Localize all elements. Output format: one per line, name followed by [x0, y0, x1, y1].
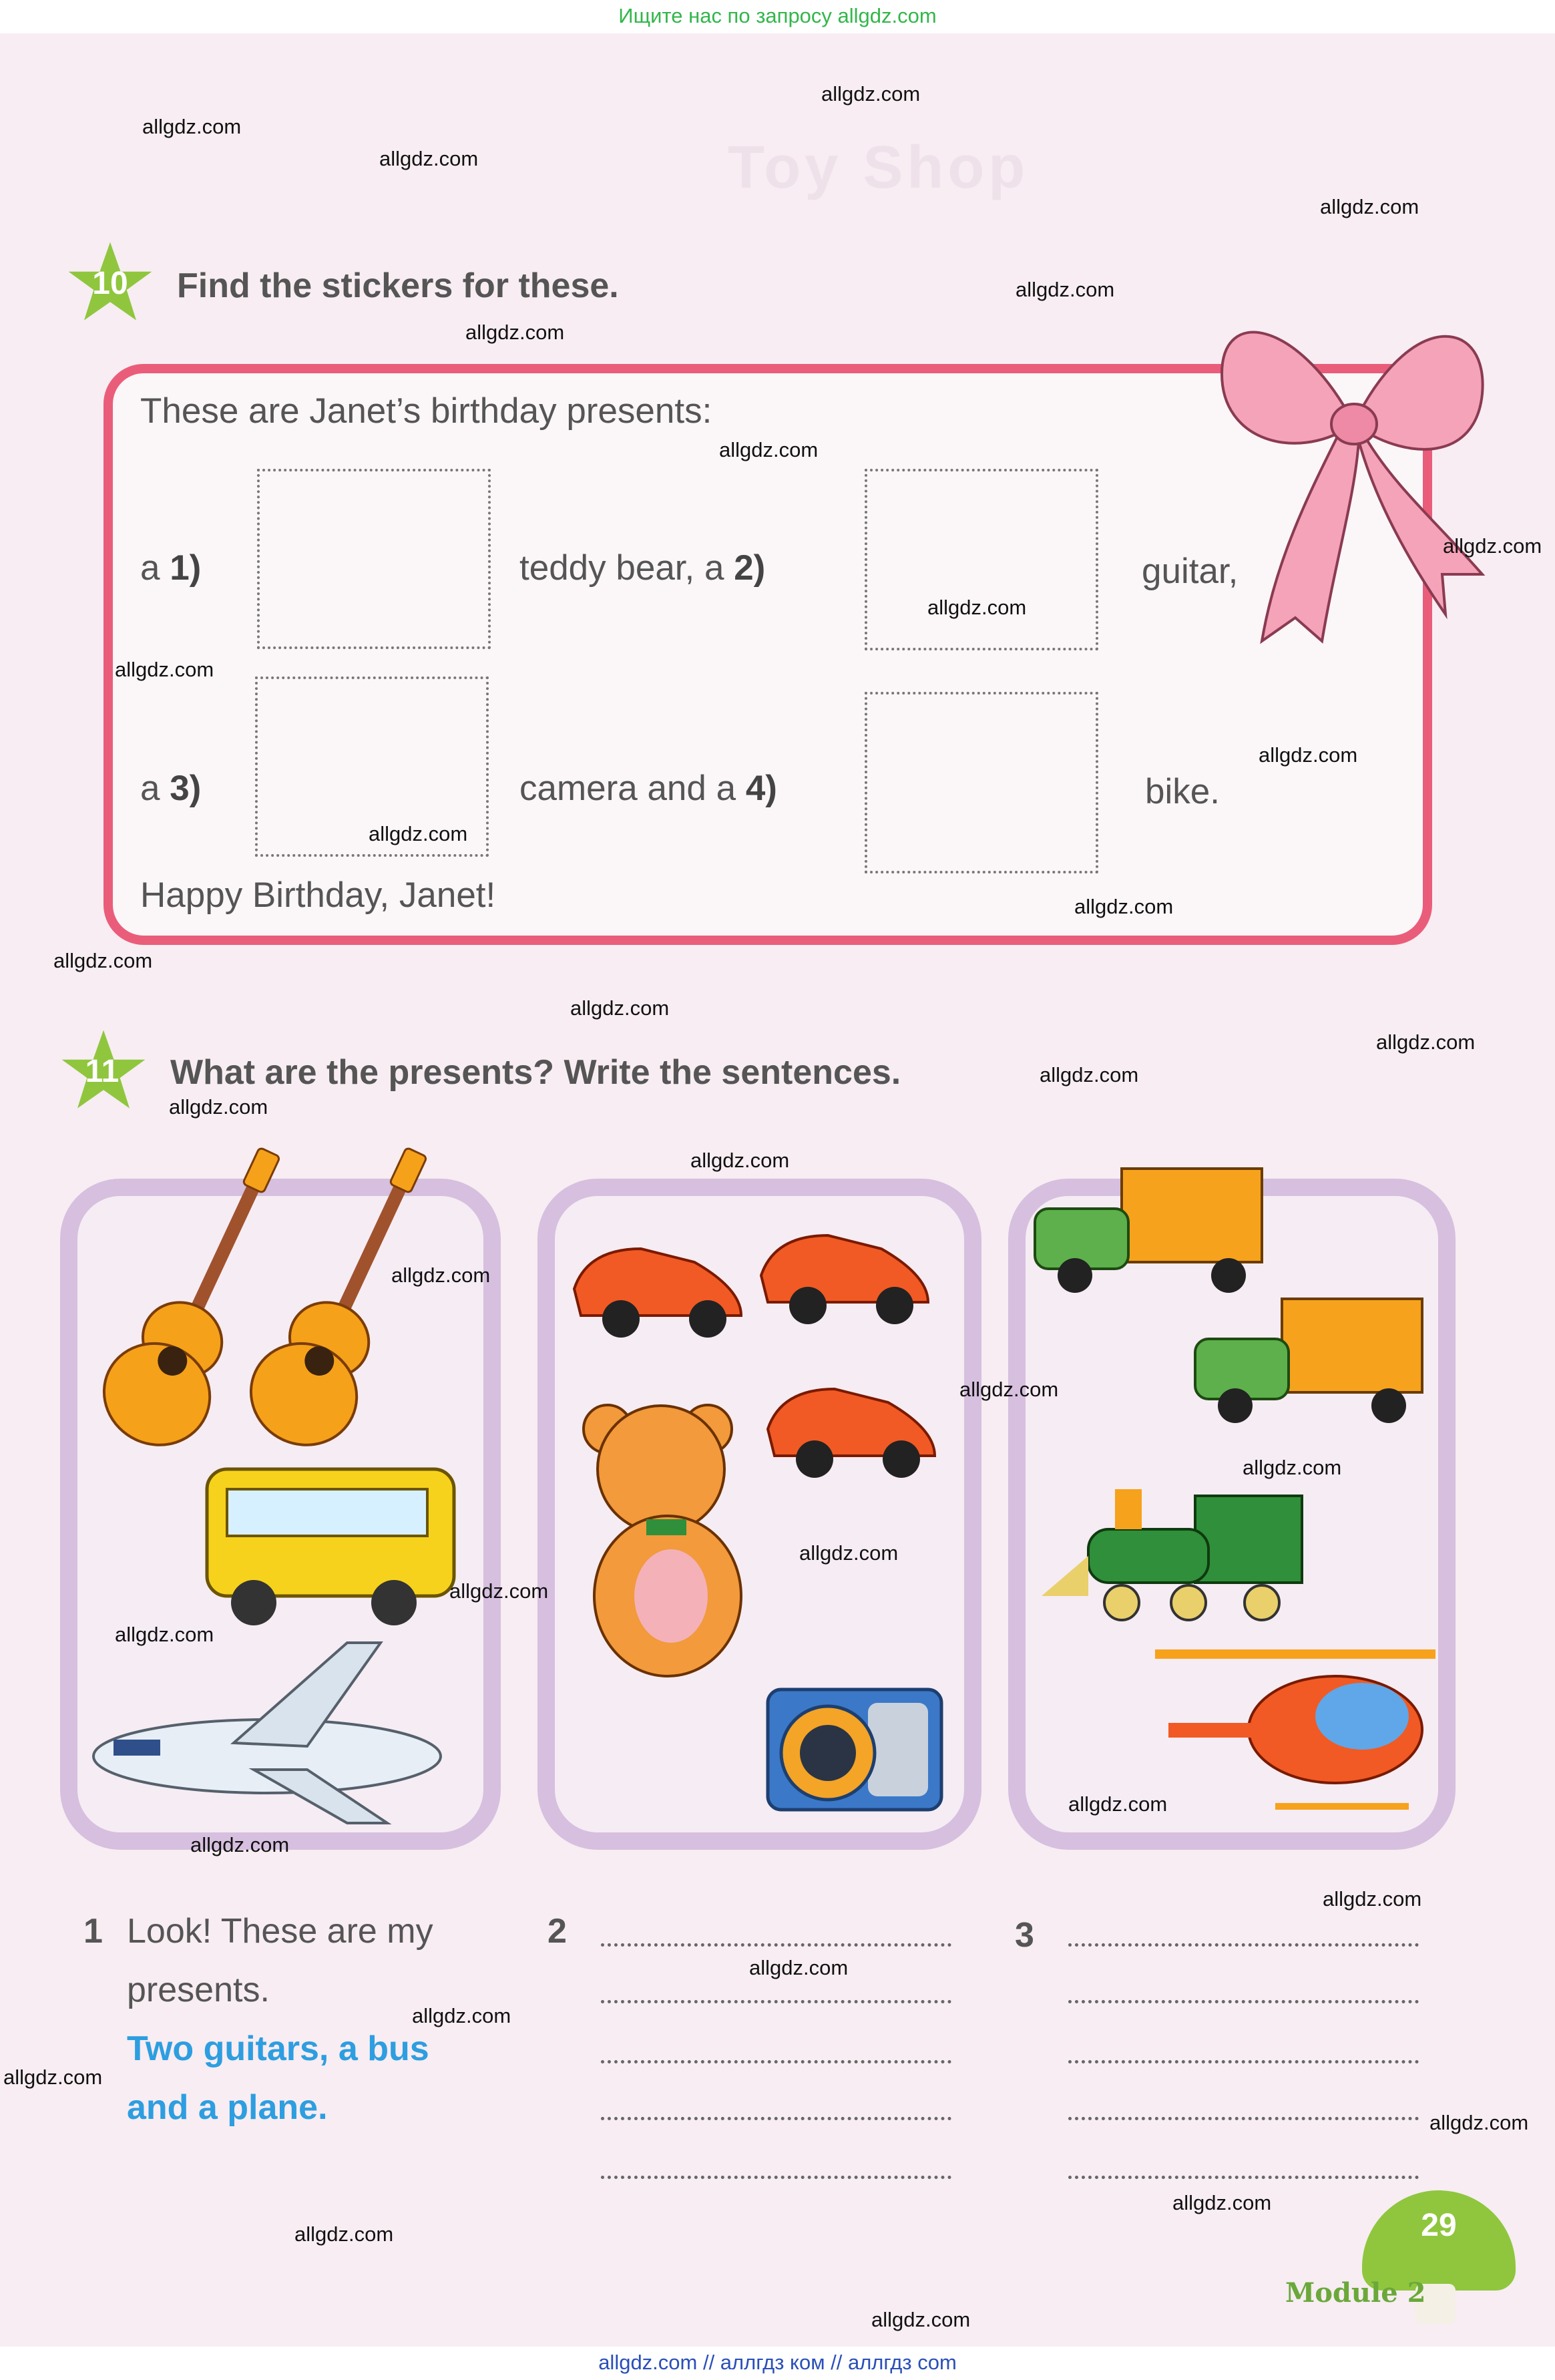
top-banner-text[interactable]: Ищите нас по запросу allgdz.com — [618, 4, 937, 27]
watermark: allgdz.com — [169, 1095, 268, 1119]
watermark: allgdz.com — [1040, 1063, 1139, 1086]
answer-2-line[interactable] — [601, 2176, 951, 2179]
plane-image — [67, 1629, 467, 1836]
answer-2-line[interactable] — [601, 2000, 951, 2003]
exercise-11-title: What are the presents? Write the sentences. — [170, 1053, 901, 1092]
watermark: allgdz.com — [1068, 1792, 1168, 1816]
watermark: allgdz.com — [1074, 895, 1174, 918]
item-2: teddy bear, a 2) — [519, 548, 766, 588]
watermark: allgdz.com — [959, 1378, 1059, 1401]
answer-1-number: 1 — [83, 1912, 103, 1951]
answer-3-line[interactable] — [1068, 2117, 1419, 2120]
answer-1-example-2: and a plane. — [127, 2088, 328, 2127]
ghost-heading: Toy Shop — [728, 134, 1030, 201]
bottom-banner-text[interactable]: allgdz.com // аллгдз ком // аллгдз com — [598, 2351, 957, 2374]
watermark: allgdz.com — [1429, 2111, 1529, 2134]
answer-1-line-1: Look! These are my — [127, 1912, 433, 1951]
watermark: allgdz.com — [690, 1149, 790, 1172]
watermark: allgdz.com — [449, 1579, 549, 1603]
teddy-bear-image — [568, 1396, 781, 1690]
item-4: camera and a 4) — [519, 769, 777, 808]
sticker-slot-1[interactable] — [257, 469, 491, 649]
item-1: a 1) — [140, 548, 202, 588]
answer-2-line[interactable] — [601, 1943, 951, 1947]
answer-3-number: 3 — [1015, 1916, 1034, 1955]
item-3: a 3) — [140, 769, 202, 808]
watermark: allgdz.com — [1320, 195, 1419, 218]
watermark: allgdz.com — [190, 1833, 290, 1856]
answer-3-line[interactable] — [1068, 2000, 1419, 2003]
watermark: allgdz.com — [719, 438, 819, 461]
module-label: Module 2 — [1285, 2277, 1426, 2309]
watermark: allgdz.com — [142, 115, 242, 138]
watermark: allgdz.com — [412, 2004, 511, 2027]
answer-1-example-1: Two guitars, a bus — [127, 2029, 429, 2068]
watermark: allgdz.com — [821, 82, 921, 106]
watermark: allgdz.com — [1323, 1887, 1422, 1911]
watermark: allgdz.com — [369, 822, 468, 845]
watermark: allgdz.com — [1443, 534, 1542, 558]
exercise-10-number: 10 — [92, 266, 128, 301]
watermark: allgdz.com — [1016, 278, 1115, 301]
page-number: 29 — [1421, 2208, 1457, 2243]
answer-2-number: 2 — [547, 1912, 567, 1951]
watermark: allgdz.com — [391, 1263, 491, 1287]
watermark: allgdz.com — [1172, 2191, 1272, 2214]
watermark: allgdz.com — [3, 2065, 103, 2089]
answer-3-line[interactable] — [1068, 1943, 1419, 1947]
watermark: allgdz.com — [1243, 1456, 1342, 1479]
watermark: allgdz.com — [927, 596, 1027, 619]
answer-3-line[interactable] — [1068, 2060, 1419, 2063]
watermark: allgdz.com — [465, 321, 565, 344]
answer-2-line[interactable] — [601, 2060, 951, 2063]
intro-text: These are Janet’s birthday presents: — [140, 391, 712, 431]
answer-3-line[interactable] — [1068, 2176, 1419, 2179]
lorries-image — [1022, 1162, 1435, 1442]
exercise-11-number: 11 — [85, 1054, 120, 1089]
helicopter-image — [1142, 1623, 1442, 1823]
watermark: allgdz.com — [871, 2308, 971, 2331]
bus-image — [194, 1442, 467, 1636]
exercise-10-title: Find the stickers for these. — [177, 266, 619, 305]
watermark: allgdz.com — [115, 658, 214, 681]
camera-image — [754, 1663, 955, 1823]
item-2-noun: guitar, — [1142, 552, 1239, 591]
watermark: allgdz.com — [799, 1541, 899, 1565]
item-4-noun: bike. — [1145, 772, 1220, 811]
answer-2-line[interactable] — [601, 2117, 951, 2120]
watermark: allgdz.com — [1376, 1030, 1476, 1054]
ribbon-bow-image — [1215, 280, 1496, 654]
watermark: allgdz.com — [570, 996, 670, 1020]
train-image — [1035, 1469, 1329, 1629]
watermark: allgdz.com — [1259, 743, 1358, 767]
watermark: allgdz.com — [115, 1623, 214, 1646]
sticker-slot-2[interactable] — [865, 469, 1098, 650]
closing-text: Happy Birthday, Janet! — [140, 875, 496, 915]
sticker-slot-4[interactable] — [865, 692, 1098, 873]
watermark: allgdz.com — [749, 1956, 849, 1979]
watermark: allgdz.com — [294, 2222, 394, 2246]
answer-1-line-2: presents. — [127, 1971, 270, 2009]
watermark: allgdz.com — [53, 949, 153, 972]
watermark: allgdz.com — [379, 147, 479, 170]
